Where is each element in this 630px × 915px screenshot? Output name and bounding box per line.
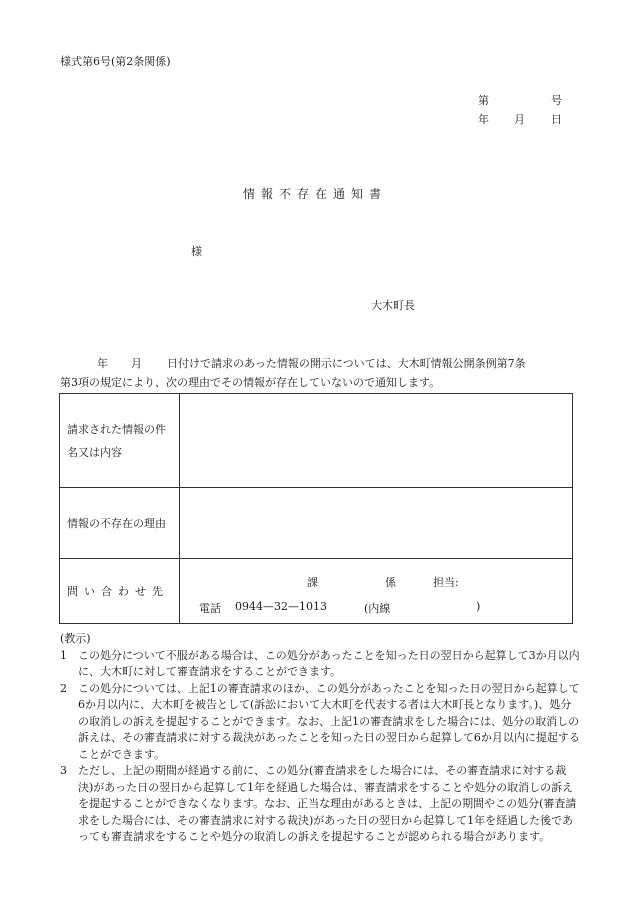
info-table — [59, 393, 573, 624]
instruction-item: 2 この処分については、上記1の審査請求のほか、この処分があったことを知った日の翌日から起算して6か月以内に、大木町を被告として(訴訟において大木町を代表する者は大木町長となります。)、処分の取消しの訴えを提起することができます。なお、上記1の審査請求をした場合には、処分の取消しの訴えは、その審査請求に対する裁決があったことを知った日の翌日から起算して6か月以内に提起することができます。 — [60, 681, 580, 761]
requested-info-label: 請求された情報の件名又は内容 — [60, 394, 180, 488]
body-year: 年 — [97, 357, 108, 370]
sender-name: 大木町長 — [371, 299, 415, 312]
date-day: 日 — [551, 113, 562, 126]
form-number: 様式第6号(第2条関係) — [60, 55, 171, 68]
contact-person: 担当: — [433, 576, 459, 589]
contact-section: 課 — [307, 576, 318, 589]
contact-cell — [180, 559, 573, 624]
extension-label: (内線 — [364, 602, 391, 615]
phone-label: 電話 — [199, 602, 221, 615]
instructions — [60, 631, 580, 846]
instructions-heading: (教示) — [60, 632, 91, 645]
document-title: 情報不存在通知書 — [242, 187, 387, 201]
notice-body — [60, 354, 576, 392]
doc-number-suffix: 号 — [551, 94, 562, 107]
extension-close: ) — [476, 600, 481, 613]
body-month: 月 — [131, 357, 142, 370]
instruction-item: 3 ただし、上記の期間が経過する前に、この処分(審査請求をした場合には、その審査請求に対する裁決)があった日の翌日から起算して1年を経過した場合は、審査請求をすることや処分の取消しの訴えを提起することができなくなります。なお、正当な理由があるときは、上記の期間やこの処分(審査請求をした場合には、その審査請求に対する裁決)があった日の翌日から起算して1年を経過した後であっても審査請求をすることや処分の取消しの訴えを提起することが認められる場合があります。 — [60, 764, 577, 843]
phone-number: 0944—32—1013 — [235, 600, 327, 613]
contact-label: 問い合わせ先 — [60, 559, 180, 624]
date-month: 月 — [514, 113, 525, 126]
requested-info-cell — [180, 394, 573, 488]
nonexistence-reason-cell — [180, 488, 573, 559]
addressee: 様 — [191, 245, 202, 258]
body-line2: 第3項の規定により、次の理由でその情報が存在していないので通知します。 — [60, 376, 441, 389]
body-line1: 日付けで請求のあった情報の開示については、大木町情報公開条例第7条 — [167, 357, 526, 370]
instruction-item: 1 この処分について不服がある場合は、この処分があったことを知った日の翌日から起算して3か月以内に、大木町に対して審査請求をすることができます。 — [60, 648, 580, 678]
doc-number-prefix: 第 — [478, 94, 489, 107]
document-number-block — [478, 91, 562, 129]
contact-unit: 係 — [385, 576, 396, 589]
date-year: 年 — [478, 113, 489, 126]
nonexistence-reason-label: 情報の不存在の理由 — [60, 488, 180, 559]
